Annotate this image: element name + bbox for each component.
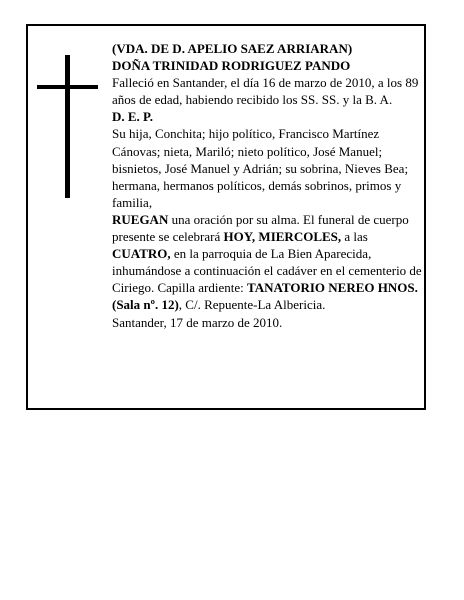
time-text: CUATRO, bbox=[112, 246, 171, 262]
request-text-1: una oración por su alma. El funeral de cuerpo presente se celebrará bbox=[112, 211, 409, 245]
dep-line: D. E. P. bbox=[112, 109, 154, 125]
funeral-request bbox=[112, 211, 424, 314]
deceased-name: DOÑA TRINIDAD RODRIGUEZ PANDO bbox=[112, 58, 351, 74]
place-date: Santander, 17 de marzo de 2010. bbox=[112, 314, 283, 330]
day-text: HOY, MIERCOLES, bbox=[223, 229, 342, 245]
family-list: Su hija, Conchita; hijo político, Francisco Martínez Cánovas; nieta, Mariló; nieto político, José Manuel; bisnietos, José Manuel y Adrián; su sobrina, Nieves Bea; hermana, hermanos políticos, demás sobrinos, primos y familia, bbox=[112, 126, 409, 210]
cross-icon-bar bbox=[37, 85, 98, 89]
funeral-home-text: TANATORIO NEREO HNOS. (Sala nº. 12) bbox=[112, 280, 418, 313]
request-text-3: en la parroquia de La Bien Aparecida, inhumándose a continuación el cadáver en el cementerio de Ciriego. Capilla ardiente: bbox=[112, 246, 422, 296]
cross-icon bbox=[65, 55, 70, 198]
death-info: Falleció en Santander, el día 16 de marzo de 2010, a los 89 años de edad, habiendo recibido los SS. SS. y la B. A. bbox=[112, 75, 419, 108]
request-text-4: , C/. Repuente-La Albericia. bbox=[178, 297, 326, 313]
widow-line: (VDA. DE D. APELIO SAEZ ARRIARAN) bbox=[112, 41, 353, 56]
request-text-2: a las bbox=[341, 229, 368, 245]
obituary-text bbox=[112, 40, 424, 331]
ruegan-text: RUEGAN bbox=[112, 211, 169, 227]
